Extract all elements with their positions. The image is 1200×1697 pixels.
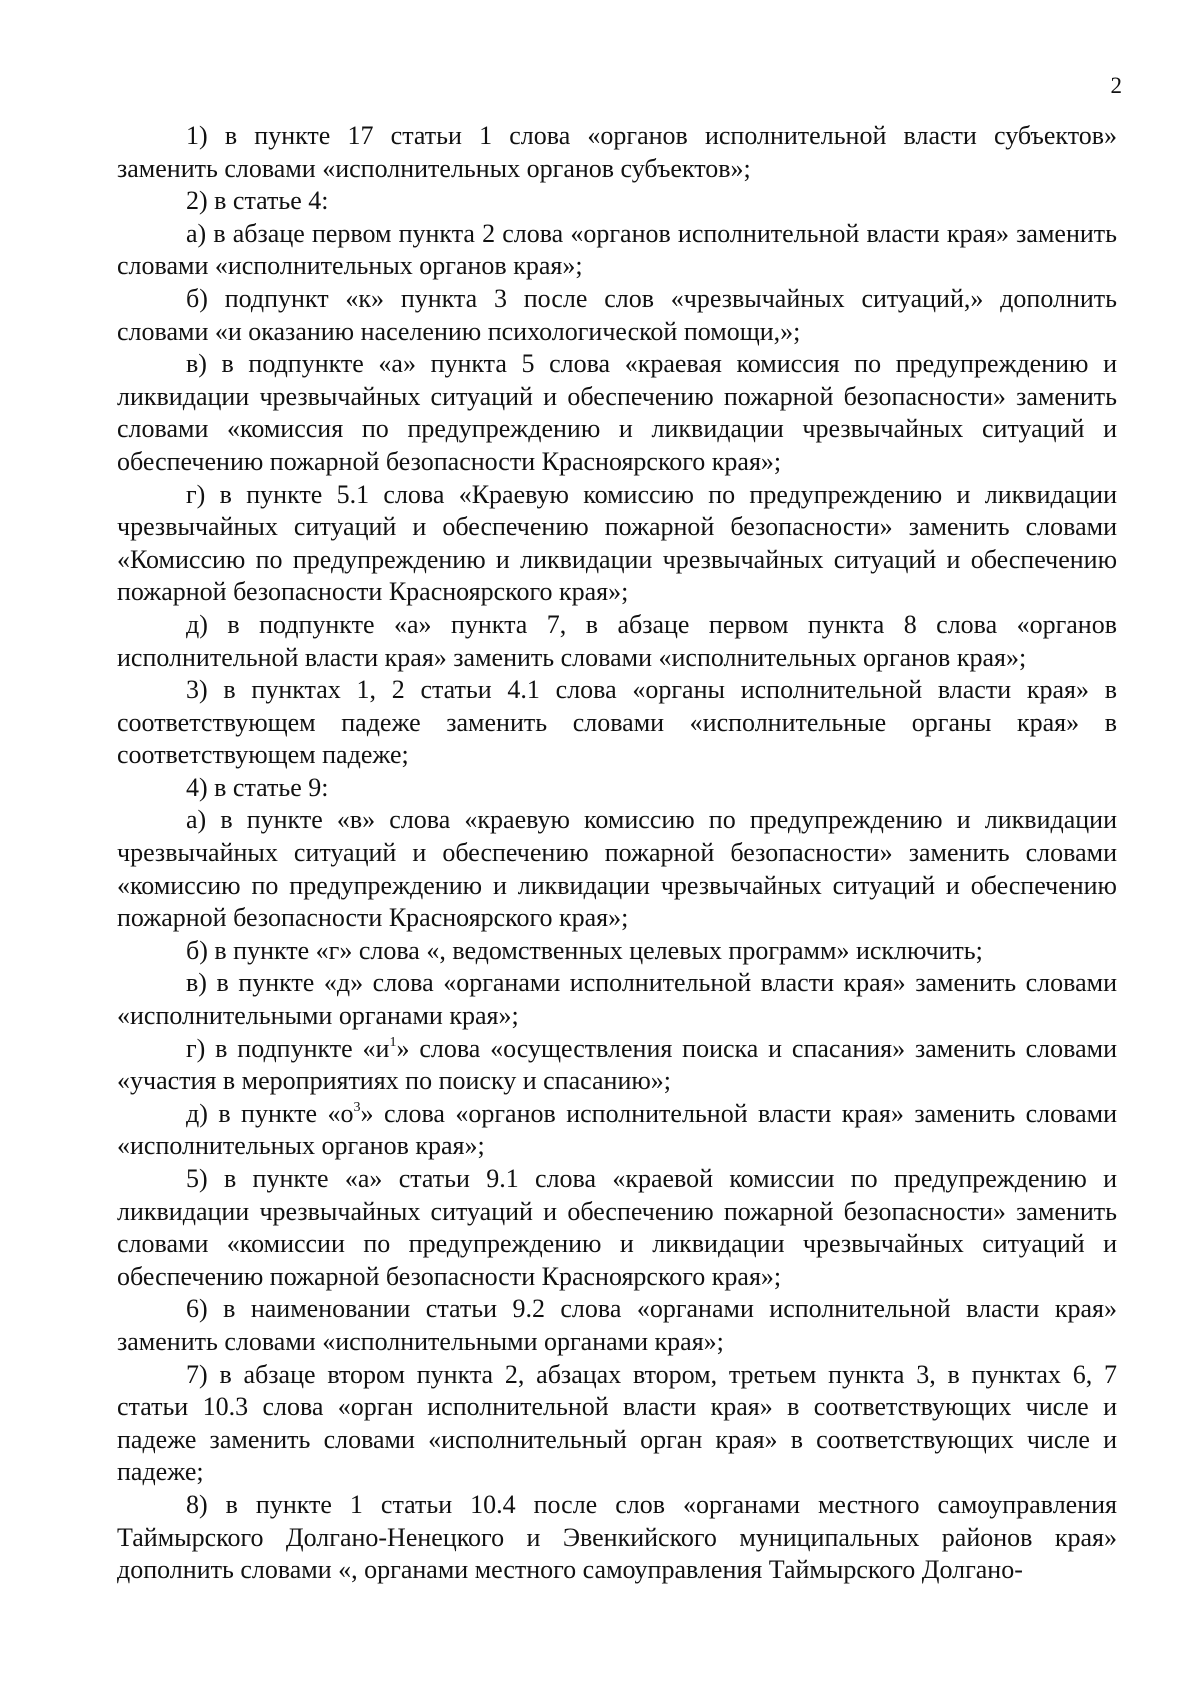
- superscript-marker: 1: [389, 1034, 397, 1050]
- paragraph-subitem-2b: б) подпункт «к» пункта 3 после слов «чрезвычайных ситуаций,» дополнить словами «и оказанию населению психологической помощи,»;: [117, 283, 1117, 346]
- paragraph-text-part: д) в пункте «о: [186, 1098, 354, 1128]
- paragraph-subitem-4d: [117, 1098, 1117, 1163]
- superscript-marker: 3: [353, 1099, 361, 1115]
- paragraph-text-part: » слова «осуществления поиска и спасания» заменить словами «участия в мероприятиях по поиску и спасанию»;: [117, 1033, 1117, 1096]
- paragraph-subitem-2a: а) в абзаце первом пункта 2 слова «органов исполнительной власти края» заменить словами «исполнительных органов края»;: [117, 218, 1117, 281]
- paragraph-item-4: 4) в статье 9:: [186, 772, 329, 802]
- paragraph-item-2: 2) в статье 4:: [186, 186, 329, 216]
- paragraph-item-7: 7) в абзаце втором пункта 2, абзацах втором, третьем пункта 3, в пунктах 6, 7 статьи 10.3 слова «орган исполнительной власти края» в соответствующих числе и падеже заменить словами «исполнительный орган края» в соответствующих числе и падеже;: [117, 1359, 1117, 1487]
- paragraph-subitem-2d: д) в подпункте «а» пункта 7, в абзаце первом пункта 8 слова «органов исполнительной власти края» заменить словами «исполнительных органов края»;: [117, 609, 1117, 672]
- paragraph-subitem-2g: г) в пункте 5.1 слова «Краевую комиссию по предупреждению и ликвидации чрезвычайных ситуаций и обеспечению пожарной безопасности» заменить словами «Комиссию по предупреждению и ликвидации чрезвычайных ситуаций и обеспечению пожарной безопасности Красноярского края»;: [117, 479, 1117, 607]
- page-number: 2: [1110, 73, 1122, 98]
- paragraph-item-8: 8) в пункте 1 статьи 10.4 после слов «органами местного самоуправления Таймырского Долгано-Ненецкого и Эвенкийского муниципальных районов края» дополнить словами «, органами местного самоуправления Таймырского Долгано-: [117, 1489, 1117, 1585]
- paragraph-text-part: г) в подпункте «и: [186, 1033, 390, 1063]
- paragraph-subitem-4b: б) в пункте «г» слова «, ведомственных целевых программ» исключить;: [186, 935, 983, 965]
- paragraph-item-5: 5) в пункте «а» статьи 9.1 слова «краевой комиссии по предупреждению и ликвидации чрезвычайных ситуаций и обеспечению пожарной безопасности» заменить словами «комиссии по предупреждению и ликвидации чрезвычайных ситуаций и обеспечению пожарной безопасности Красноярского края»;: [117, 1164, 1117, 1291]
- document-body: [117, 120, 1117, 1587]
- paragraph-item-3: 3) в пунктах 1, 2 статьи 4.1 слова «органы исполнительной власти края» в соответствующем падеже заменить словами «исполнительные органы края» в соответствующем падеже;: [117, 675, 1117, 770]
- paragraph-subitem-4g: [117, 1033, 1117, 1098]
- paragraph-item-1: 1) в пункте 17 статьи 1 слова «органов исполнительной власти субъектов» заменить словами «исполнительных органов субъектов»;: [117, 121, 1117, 183]
- paragraph-item-6: 6) в наименовании статьи 9.2 слова «органами исполнительной власти края» заменить словами «исполнительными органами края»;: [117, 1294, 1117, 1356]
- paragraph-text-part: » слова «органов исполнительной власти края» заменить словами «исполнительных органов края»;: [117, 1098, 1117, 1161]
- paragraph-subitem-4v: в) в пункте «д» слова «органами исполнительной власти края» заменить словами «исполнительными органами края»;: [117, 968, 1117, 1031]
- paragraph-subitem-4a: а) в пункте «в» слова «краевую комиссию по предупреждению и ликвидации чрезвычайных ситуаций и обеспечению пожарной безопасности» заменить словами «комиссию по предупреждению и ликвидации чрезвычайных ситуаций и обеспечению пожарной безопасности Красноярского края»;: [117, 805, 1117, 933]
- paragraph-subitem-2v: в) в подпункте «а» пункта 5 слова «краевая комиссия по предупреждению и ликвидации чрезвычайных ситуаций и обеспечению пожарной безопасности» заменить словами «комиссия по предупреждению и ликвидации чрезвычайных ситуаций и обеспечению пожарной безопасности Красноярского края»;: [117, 349, 1117, 476]
